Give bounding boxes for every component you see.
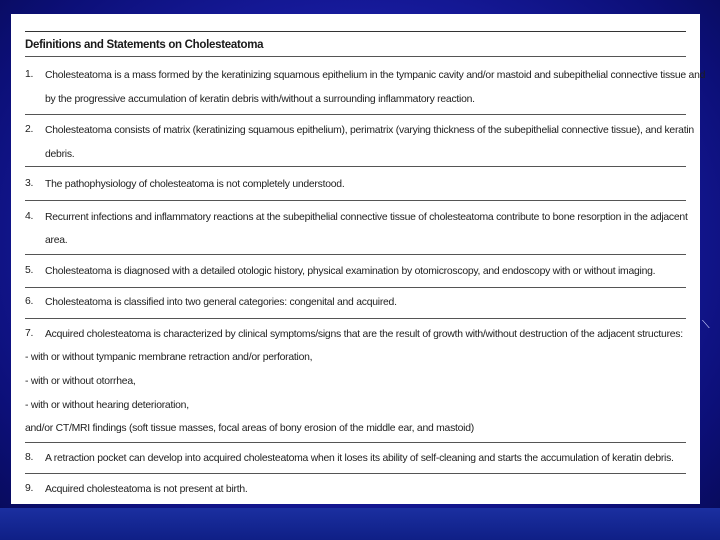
row-text: Recurrent infections and inflammatory reactions at the subepithelial connective tissue of cholesteatoma contribute to bone resorption in the adjacent bbox=[45, 212, 688, 223]
row-text: area. bbox=[45, 235, 68, 246]
row-text: Cholesteatoma is a mass formed by the keratinizing squamous epithelium in the tympanic cavity and/or mastoid and subepithelial connective tissue and bbox=[45, 70, 706, 81]
slide-bottom-band bbox=[0, 508, 720, 540]
row-divider bbox=[25, 287, 686, 288]
row-number: 5. bbox=[25, 265, 34, 276]
row-number: 2. bbox=[25, 124, 34, 135]
row-text: The pathophysiology of cholesteatoma is not completely understood. bbox=[45, 179, 345, 190]
slide-edge-mark: ⟍ bbox=[702, 319, 710, 331]
row-subtext: - with or without otorrhea, bbox=[25, 376, 136, 387]
row-text: Cholesteatoma consists of matrix (keratinizing squamous epithelium), perimatrix (varying thickness of the subepithelial connective tissue), and keratin bbox=[45, 125, 694, 136]
row-divider bbox=[25, 114, 686, 115]
table-header-rule bbox=[25, 56, 686, 57]
row-divider bbox=[25, 166, 686, 167]
row-subtext: - with or without tympanic membrane retraction and/or perforation, bbox=[25, 352, 313, 363]
row-subtext: and/or CT/MRI findings (soft tissue masses, focal areas of bony erosion of the middle ear, and mastoid) bbox=[25, 423, 474, 434]
table-title: Definitions and Statements on Cholesteatoma bbox=[25, 39, 264, 51]
row-text: Cholesteatoma is classified into two general categories: congenital and acquired. bbox=[45, 297, 397, 308]
row-number: 6. bbox=[25, 296, 34, 307]
row-number: 1. bbox=[25, 69, 34, 80]
row-number: 4. bbox=[25, 211, 34, 222]
table-top-rule bbox=[25, 31, 686, 32]
row-divider bbox=[25, 473, 686, 474]
row-divider bbox=[25, 200, 686, 201]
row-number: 8. bbox=[25, 452, 34, 463]
row-number: 9. bbox=[25, 483, 34, 494]
row-text: A retraction pocket can develop into acquired cholesteatoma when it loses its ability of self-cleaning and starts the accumulation of keratin debris. bbox=[45, 453, 674, 464]
row-divider bbox=[25, 254, 686, 255]
row-number: 7. bbox=[25, 328, 34, 339]
row-text: Acquired cholesteatoma is characterized by clinical symptoms/signs that are the result of growth with/without destruction of the adjacent structures: bbox=[45, 329, 683, 340]
table-panel bbox=[11, 14, 706, 504]
row-subtext: - with or without hearing deterioration, bbox=[25, 400, 189, 411]
row-divider bbox=[25, 318, 686, 319]
row-text: debris. bbox=[45, 149, 75, 160]
row-divider bbox=[25, 442, 686, 443]
row-text: Cholesteatoma is diagnosed with a detailed otologic history, physical examination by otomicroscopy, and endoscopy with or without imaging. bbox=[45, 266, 656, 277]
row-text: Acquired cholesteatoma is not present at birth. bbox=[45, 484, 248, 495]
row-text: by the progressive accumulation of keratin debris with/without a surrounding inflammatory reaction. bbox=[45, 94, 475, 105]
row-number: 3. bbox=[25, 178, 34, 189]
